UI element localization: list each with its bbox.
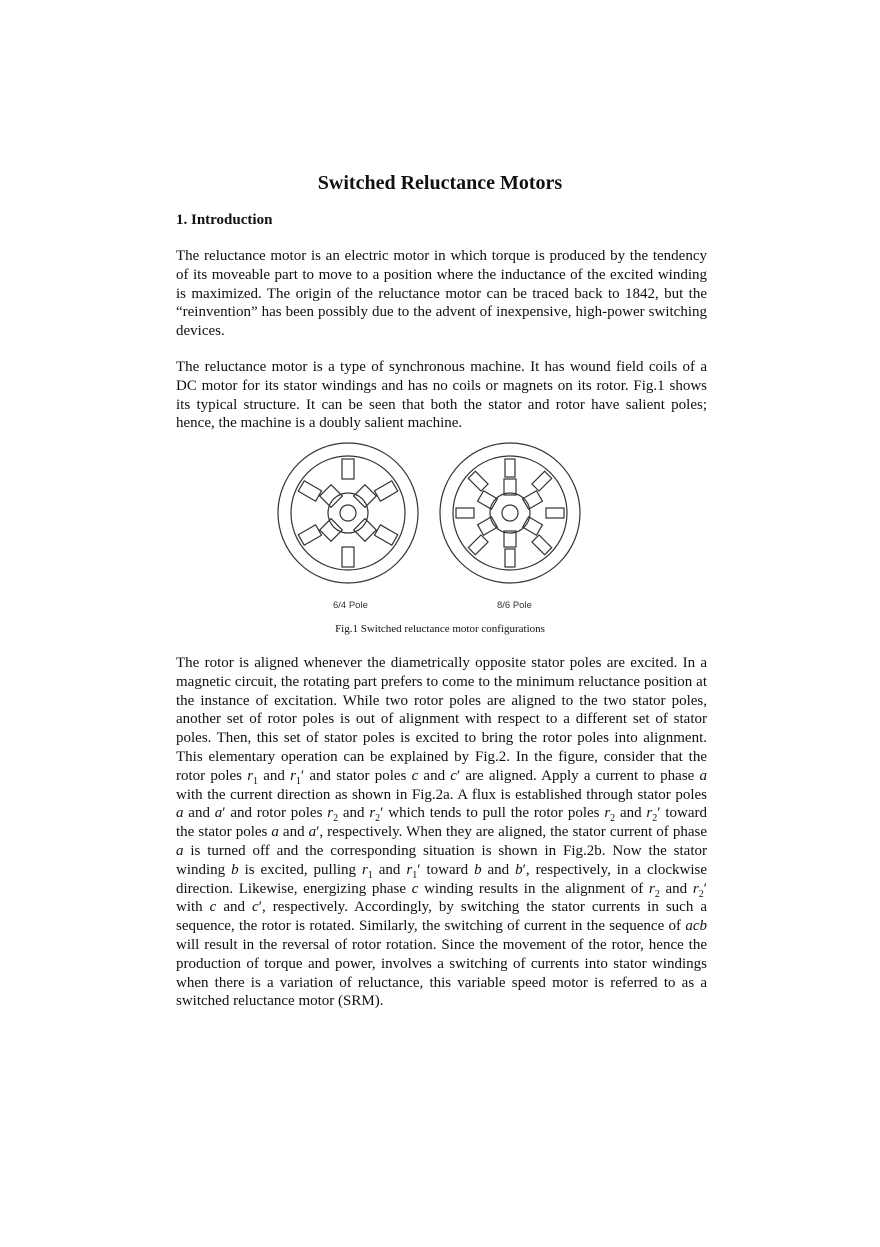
var-b: b: [231, 861, 239, 878]
motor-6-4-pole: [278, 443, 418, 583]
prime: ′: [657, 805, 661, 822]
var-a: a: [214, 805, 223, 822]
p3-and: and: [258, 767, 291, 784]
p3-text-1: The rotor is aligned whenever the diametrically opposite stator poles are excited. In a magnetic circuit, the rotating part prefers to come to the minimum reluctance position at the instance of excitation. While two rotor poles are aligned to the two stator poles, another set of rotor poles is out of alignment with respect to a different set of stator poles. Then, this set of stator poles is excited to bring the rotor poles into alignment. This elementary operation can be explained by Fig.2. In the figure, consider that the rotor poles: [176, 655, 707, 784]
sub-2: 2: [654, 888, 660, 900]
paragraph-1: The reluctance motor is an electric motor in which torque is produced by the tendency of its moveable part to move to a position where the inductance of the excited winding is maximized. The origin of the reluctance motor can be traced back to 1842, but the “reinvention” has been possibly due to the advent of inexpensive, high-power switching devices.: [176, 248, 707, 340]
figure-caption: Fig.1 Switched reluctance motor configurations: [335, 623, 545, 635]
p3-text-13: with: [176, 899, 210, 916]
p3-and: and: [216, 899, 253, 916]
p3-stator-poles: and stator poles: [304, 767, 412, 784]
var-r: r: [406, 861, 413, 878]
motor-diagrams: [270, 440, 600, 620]
p3-text-3: with the current direction as shown in Fig.2a. A flux is established through stator poles: [176, 786, 707, 803]
var-c: c: [209, 899, 217, 916]
p3-and: and: [615, 805, 647, 822]
prime: ′: [258, 899, 262, 916]
prime: ′: [222, 805, 226, 822]
p3-and: and: [183, 805, 215, 822]
p3-and: and: [372, 861, 407, 878]
p3-text-8: is turned off and the corresponding situation is shown in Fig.2b. Now the stator winding: [176, 842, 707, 878]
var-a: a: [271, 824, 279, 841]
var-r: r: [604, 805, 611, 822]
var-b: b: [515, 861, 523, 878]
var-c: c: [411, 880, 419, 897]
var-acb: acb: [685, 918, 707, 935]
sub-2: 2: [698, 888, 704, 900]
sub-2: 2: [333, 813, 339, 825]
var-r: r: [646, 805, 653, 822]
var-a: a: [176, 842, 184, 859]
p3-text-10: toward: [420, 861, 475, 878]
var-r: r: [327, 805, 334, 822]
var-c: c: [252, 899, 259, 916]
sub-1: 1: [295, 775, 301, 787]
prime: ′: [522, 861, 526, 878]
var-r: r: [648, 880, 655, 897]
prime: ′: [703, 880, 707, 897]
page-title: Switched Reluctance Motors: [317, 172, 563, 194]
var-r: r: [692, 880, 699, 897]
var-r: r: [247, 767, 254, 784]
p3-text-7: , respectively. When they are aligned, the stator current of phase: [319, 824, 707, 841]
var-c: c: [411, 767, 419, 784]
p3-text-9: is excited, pulling: [238, 861, 362, 878]
prime: ′: [456, 767, 461, 784]
sub-1: 1: [412, 869, 418, 881]
p3-text-12: winding results in the alignment of: [418, 880, 649, 897]
var-c: c: [450, 767, 457, 784]
paragraph-2: The reluctance motor is a type of synchronous machine. It has wound field coils of a DC motor for its stator windings and has no coils or magnets on its rotor. Fig.1 shows its typical structure. It can be seen that both the stator and rotor have salient poles; hence, the machine is a doubly salient machine.: [176, 359, 707, 432]
section-heading: 1. Introduction: [176, 212, 273, 228]
sub-1: 1: [367, 869, 373, 881]
var-r: r: [361, 861, 368, 878]
prime: ′: [316, 824, 320, 841]
p3-and: and: [659, 880, 693, 897]
sub-2: 2: [375, 813, 381, 825]
p3-and: and: [481, 861, 516, 878]
figure-1: [270, 440, 600, 620]
paragraph-3: [176, 654, 707, 1011]
sub-2: 2: [610, 813, 616, 825]
var-a: a: [699, 767, 707, 784]
var-r: r: [369, 805, 376, 822]
var-a: a: [176, 805, 184, 822]
p3-text-15: will result in the reversal of rotor rotation. Since the movement of the rotor, hence the production of torque and power, involves a switching of currents into stator windings when there is a variation of reluctance, this variable speed motor is referred to as a switched reluctance motor (SRM).: [176, 936, 707, 1010]
p3-text-2: are aligned. Apply a current to phase: [460, 767, 700, 784]
p3-text-11: , respectively, in a clockwise direction. Likewise, energizing phase: [176, 861, 707, 897]
prime: ′: [300, 767, 305, 784]
sub-2: 2: [652, 813, 658, 825]
label-8-6-pole: 8/6 Pole: [497, 600, 532, 611]
var-r: r: [290, 767, 296, 784]
var-b: b: [474, 861, 482, 878]
p3-text-6: toward the stator poles: [176, 805, 707, 841]
p3-and: and: [278, 824, 309, 841]
p3-text-5: which tends to pull the rotor poles: [383, 805, 605, 822]
var-a: a: [308, 824, 317, 841]
label-6-4-pole: 6/4 Pole: [333, 600, 368, 611]
p3-and: and: [418, 767, 451, 784]
p3-text-14: , respectively. Accordingly, by switching the stator currents in such a sequence, the rotor is rotated. Similarly, the switching of current in the sequence of: [176, 899, 707, 935]
prime: ′: [417, 861, 421, 878]
prime: ′: [380, 805, 384, 822]
motor-8-6-pole: [440, 443, 580, 583]
sub-1: 1: [253, 775, 259, 787]
p3-and: and: [338, 805, 370, 822]
p3-text-4: and rotor poles: [225, 805, 328, 822]
